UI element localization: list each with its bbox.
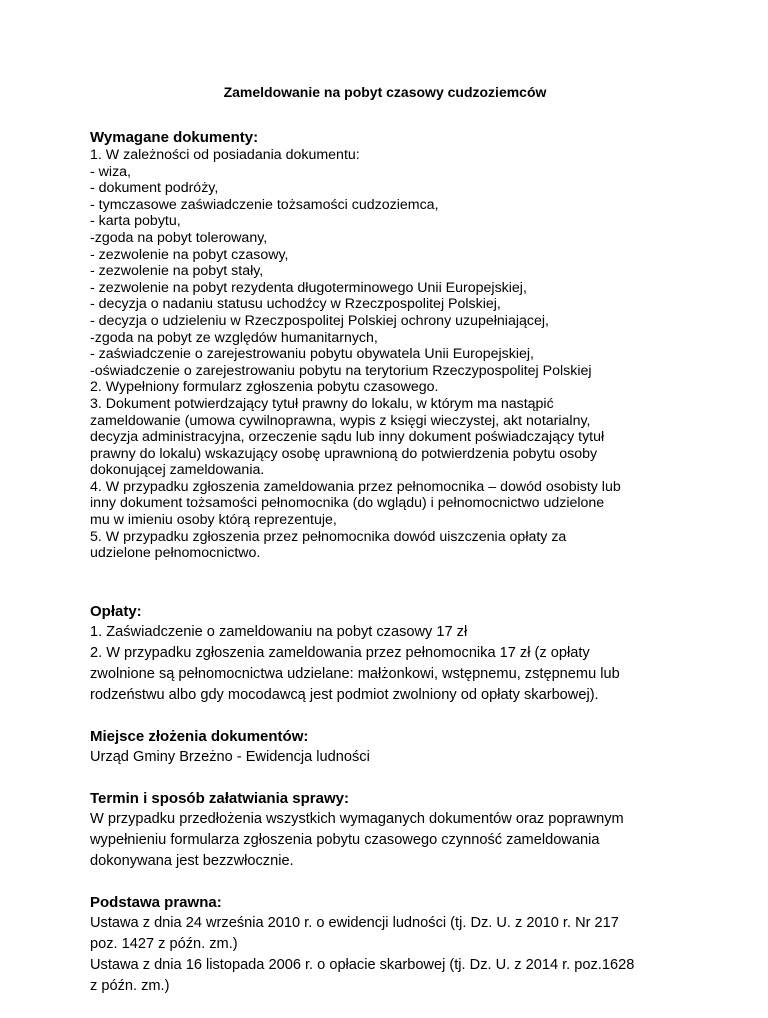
document-page	[90, 83, 680, 1018]
required-documents-section	[90, 128, 680, 562]
required-documents-line: - decyzja o nadaniu statusu uchodźcy w Rzeczpospolitej Polskiej,	[90, 296, 501, 313]
required-documents-line: -oświadczenie o zarejestrowaniu pobytu na terytorium Rzeczypospolitej Polskiej	[90, 362, 592, 379]
submission-place-line: Urząd Gminy Brzeżno - Ewidencja ludności	[90, 748, 370, 765]
processing-line: dokonywana jest bezzwłocznie.	[90, 852, 294, 869]
required-documents-line: 2. Wypełniony formularz zgłoszenia pobytu czasowego.	[90, 379, 439, 396]
fees-line: zwolnione są pełnomocnictwa udzielane: małżonkowi, wstępnemu, zstępnemu lub	[90, 665, 620, 682]
required-documents-line: - karta pobytu,	[90, 213, 181, 230]
processing-section	[90, 789, 680, 872]
fees-line: rodzeństwu albo gdy mocodawcą jest podmiot zwolniony od opłaty skarbowej).	[90, 686, 599, 703]
fees-section	[90, 602, 680, 706]
required-documents-line: 3. Dokument potwierdzający tytuł prawny do lokalu, w którym ma nastąpić	[90, 395, 554, 412]
required-documents-line: 5. W przypadku zgłoszenia przez pełnomocnika dowód uiszczenia opłaty za	[90, 528, 567, 545]
submission-place-heading: Miejsce złożenia dokumentów:	[90, 727, 309, 745]
required-documents-line: - tymczasowe zaświadczenie tożsamości cudzoziemca,	[90, 196, 439, 213]
required-documents-line: mu w imieniu osoby którą reprezentuje,	[90, 512, 337, 529]
legal-basis-line: Ustawa z dnia 24 września 2010 r. o ewidencji ludności (tj. Dz. U. z 2010 r. Nr 217	[90, 914, 619, 931]
required-documents-line: - zaświadczenie o zarejestrowaniu pobytu obywatela Unii Europejskiej,	[90, 346, 534, 363]
required-documents-line: decyzja administracyjna, orzeczenie sądu lub inny dokument poświadczający tytuł	[90, 429, 605, 446]
fees-line: 2. W przypadku zgłoszenia zameldowania przez pełnomocnika 17 zł (z opłaty	[90, 644, 590, 661]
required-documents-line: dokonującej zameldowania.	[90, 462, 265, 479]
required-documents-line: - zezwolenie na pobyt stały,	[90, 263, 264, 280]
required-documents-heading: Wymagane dokumenty:	[90, 129, 259, 146]
submission-place-section	[90, 727, 680, 768]
processing-line: wypełnieniu formularza zgłoszenia pobytu czasowego czynność zameldowania	[90, 831, 600, 848]
required-documents-line: prawny do lokalu) wskazujący osobę uprawnioną do potwierdzenia pobytu osoby	[90, 445, 598, 462]
legal-basis-heading: Podstawa prawna:	[90, 893, 222, 911]
required-documents-line: 4. W przypadku zgłoszenia zameldowania przez pełnomocnika – dowód osobisty lub	[90, 478, 621, 495]
required-documents-line: - decyzja o udzieleniu w Rzeczpospolitej Polskiej ochrony uzupełniającej,	[90, 312, 549, 329]
processing-line: W przypadku przedłożenia wszystkich wymaganych dokumentów oraz poprawnym	[90, 810, 624, 827]
legal-basis-line: z późn. zm.)	[90, 977, 170, 994]
required-documents-line: -zgoda na pobyt ze względów humanitarnych,	[90, 329, 378, 346]
required-documents-line: udzielone pełnomocnictwo.	[90, 545, 261, 562]
required-documents-line: zameldowanie (umowa cywilnoprawna, wypis z księgi wieczystej, akt notarialny,	[90, 412, 591, 429]
page-title: Zameldowanie na pobyt czasowy cudzoziemców	[223, 84, 547, 100]
required-documents-line: - zezwolenie na pobyt rezydenta długoterminowego Unii Europejskiej,	[90, 279, 527, 296]
required-documents-line: inny dokument tożsamości pełnomocnika (do wglądu) i pełnomocnictwo udzielone	[90, 495, 605, 512]
processing-heading: Termin i sposób załatwiania sprawy:	[90, 789, 349, 807]
required-documents-line: 1. W zależności od posiadania dokumentu:	[90, 147, 360, 163]
fees-line: 1. Zaświadczenie o zameldowaniu na pobyt czasowy 17 zł	[90, 623, 468, 640]
required-documents-line: - wiza,	[90, 163, 131, 180]
legal-basis-line: poz. 1427 z późn. zm.)	[90, 935, 238, 952]
required-documents-line: - dokument podróży,	[90, 180, 219, 197]
section-spacer	[90, 562, 680, 602]
required-documents-line: - zezwolenie na pobyt czasowy,	[90, 246, 289, 263]
legal-basis-section	[90, 893, 680, 997]
legal-basis-line: Ustawa z dnia 16 listopada 2006 r. o opłacie skarbowej (tj. Dz. U. z 2014 r. poz.1628	[90, 956, 635, 973]
fees-heading: Opłaty:	[90, 602, 142, 620]
required-documents-line: -zgoda na pobyt tolerowany,	[90, 229, 268, 246]
